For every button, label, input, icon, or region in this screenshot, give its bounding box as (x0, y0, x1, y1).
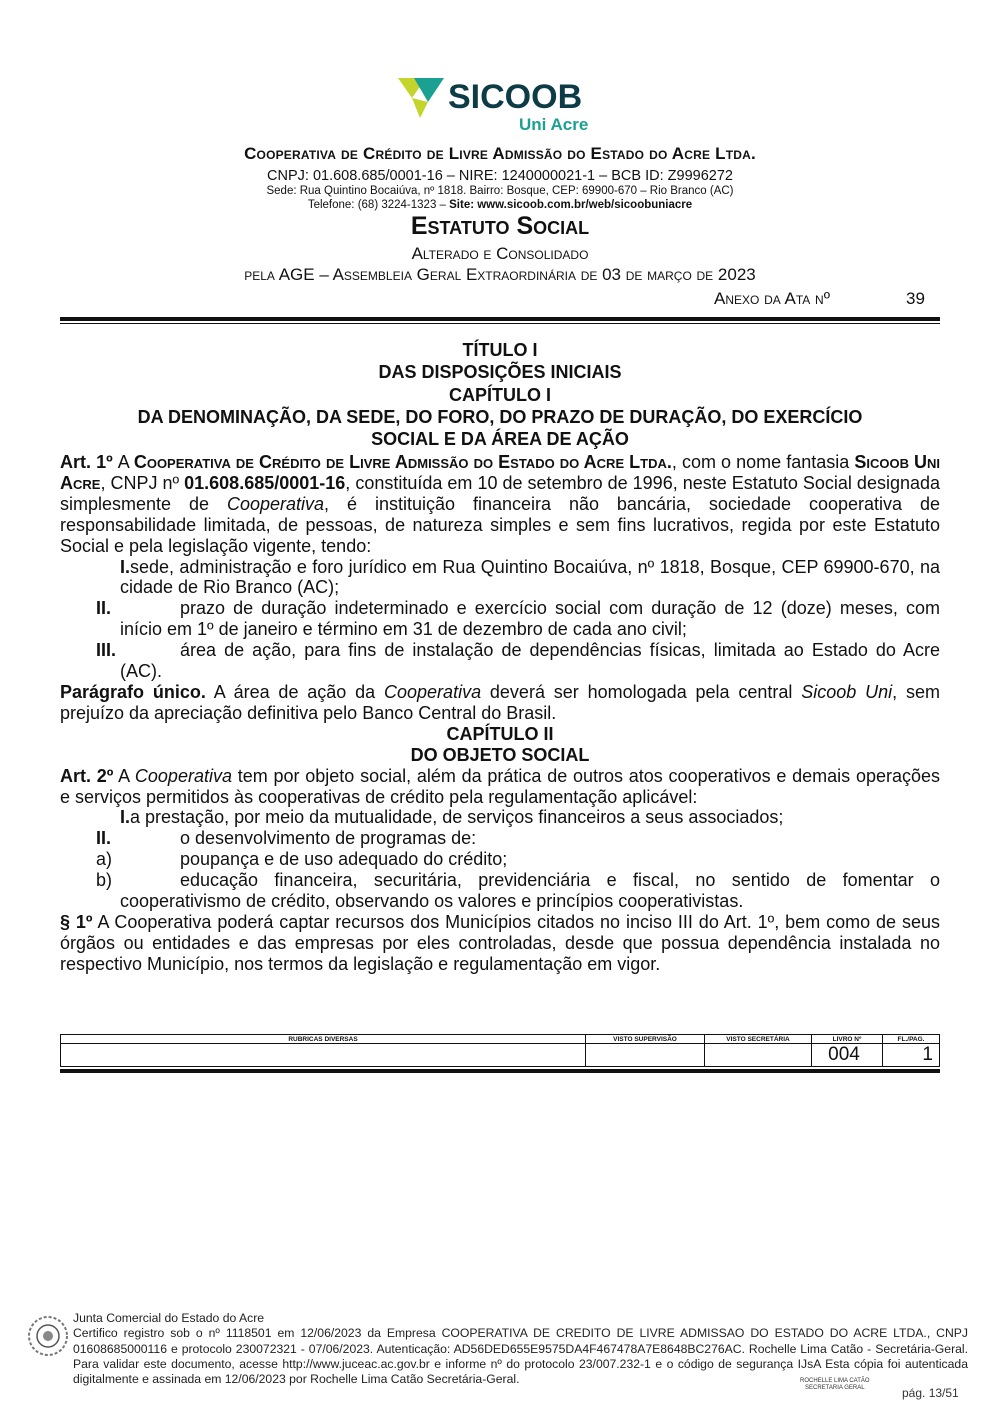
text-segment: , CNPJ nº (100, 472, 185, 493)
text-segment: Parágrafo único. (60, 681, 206, 702)
header-visto-supervisao: VISTO SUPERVISÃO (586, 1035, 705, 1044)
svg-text:Uni Acre: Uni Acre (519, 115, 589, 134)
annex-label: Anexo da Ata nº (714, 289, 830, 308)
chapter-heading: DA DENOMINAÇÃO, DA SEDE, DO FORO, DO PRAZO DE DURAÇÃO, DO EXERCÍCIO (137, 406, 863, 427)
phone: Telefone: (68) 3224-1323 – (307, 199, 450, 211)
title: TÍTULO I (462, 340, 538, 360)
title-block (0, 339, 1000, 450)
list-item-number: II. (96, 828, 112, 849)
visto-secretaria-cell (705, 1044, 812, 1067)
svg-text:SICOOB: SICOOB (448, 78, 583, 116)
chapter-heading-cont: SOCIAL E DA ÁREA DE AÇÃO (371, 429, 629, 450)
list-item (60, 598, 940, 640)
sicoob-logo (398, 76, 608, 136)
header-folha: FL./PAG. (883, 1035, 940, 1044)
article-2-items (60, 807, 940, 912)
text-segment: Cooperativa (384, 681, 482, 702)
rubricas-cell (61, 1044, 586, 1067)
text-segment: tem por objeto social, além da prática de outros atos cooperativos e demais operações e serviços permitidos às cooperativas de crédito pela regulamentação aplicável: (60, 765, 940, 807)
text-segment: Cooperativa (134, 765, 232, 786)
list-item (60, 870, 940, 912)
list-item-number: I. (120, 807, 131, 828)
list-item-text: educação financeira, securitária, previdenciária e fiscal, no sentido de fomentar o cooperativismo de crédito, observando os valores e princípios cooperativistas. (120, 870, 940, 912)
header-rubricas: RUBRICAS DIVERSAS (61, 1035, 586, 1044)
contact-line (0, 199, 1000, 211)
text-segment: Cooperativa de Crédito de Livre Admissão do Estado do Acre Ltda. (133, 452, 672, 472)
signer-role: SECRETARIA GERAL (805, 1385, 865, 1391)
footer-title: Junta Comercial do Estado do Acre (73, 1311, 265, 1325)
text-segment: Sicoob Uni Acre (60, 452, 941, 493)
text-segment: Art. 1º (60, 452, 118, 472)
list-item-text: área de ação, para fins de instalação de dependências físicas, limitada ao Estado do Acre (AC). (120, 640, 940, 682)
document-body (60, 452, 940, 975)
text-segment: , sem prejuízo da apreciação definitiva pelo Banco Central do Brasil. (60, 681, 941, 723)
text-segment: deverá ser homologada pela central (481, 681, 802, 702)
text-segment: § 1º (60, 911, 93, 932)
list-item (60, 849, 940, 870)
header-divider-thin (60, 323, 940, 324)
folha-number: 1 (883, 1044, 940, 1067)
text-segment: Art. 2º (60, 765, 114, 786)
assembly-line: pela AGE – Assembleia Geral Extraordinária de 03 de março de 2023 (244, 265, 756, 284)
list-item-text: sede, administração e foro jurídico em Rua Quintino Bocaiúva, nº 1818, Bosque, CEP 69900-670, na cidade de Rio Branco (AC); (120, 556, 940, 598)
authentication-footer (73, 1311, 968, 1387)
footer-text: Certifico registro sob o nº 1118501 em 12/06/2023 da Empresa COOPERATIVA DE CREDITO DE LIVRE ADMISSAO DO ESTADO DO ACRE LTDA., CNPJ 01608685000116 e protocolo 230072321 - 07/06/2023. Autenticação: AD56DED655E9575DA4F467478A7E8648BC276AC. Rochelle Lima Catão - Secretária-Geral. Para validar este documento, acesse http://www.juceac.ac.gov.br e informe nº do protocolo 23/007.232-1 e o código de segurança IJsA Esta cópia foi autenticada digitalmente e assinada em 12/06/2023 por Rochelle Lima Catão Secretária-Geral. (73, 1326, 968, 1387)
header-divider (60, 317, 940, 321)
address-line: Sede: Rua Quintino Bocaiúva, nº 1818. Bairro: Bosque, CEP: 69900-670 – Rio Branco (AC) (266, 185, 734, 197)
article-2 (60, 766, 940, 808)
text-segment: A área de ação da (205, 681, 385, 702)
cnpj-line: CNPJ: 01.608.685/0001-16 – NIRE: 1240000021-1 – BCB ID: Z9996272 (267, 168, 733, 184)
text-segment: Cooperativa (226, 493, 325, 514)
website: Site: www.sicoob.com.br/web/sicoobuniacre (449, 199, 693, 211)
text-segment: , com o nome fantasia (671, 452, 855, 472)
text-segment: A (113, 765, 135, 786)
junta-seal-icon (26, 1314, 70, 1358)
text-segment: Sicoob Uni (801, 681, 893, 702)
list-item-text: poupança e de uso adequado do crédito; (180, 849, 508, 870)
list-item (60, 557, 940, 599)
list-item-text: o desenvolvimento de programas de: (180, 828, 477, 849)
list-item-number: I. (120, 556, 131, 577)
header-visto-secretaria: VISTO SECRETÁRIA (705, 1035, 812, 1044)
paragraph-1 (60, 912, 940, 975)
document-title: Estatuto Social (410, 212, 590, 240)
annex-number: 39 (906, 289, 925, 308)
list-item-number: III. (96, 640, 117, 661)
livro-number: 004 (812, 1044, 883, 1067)
stamp-divider (60, 1069, 940, 1073)
text-segment: , constituída em 10 de setembro de 1996, neste Estatuto Social designada simplesmente de (60, 472, 941, 514)
text-segment: , é instituição financeira não bancária, sociedade cooperativa de responsabilidade limitada, de pessoas, de natureza simples e sem fins lucrativos, regida por este Estatuto Social e pela legislação vigente, tendo: (60, 493, 940, 556)
chapter-2-title: CAPÍTULO II (446, 723, 554, 744)
list-item-number: b) (96, 870, 113, 891)
list-item (60, 640, 940, 682)
company-name: Cooperativa de Crédito de Livre Admissão do Estado do Acre Ltda. (244, 144, 756, 163)
text-segment: A (117, 452, 134, 472)
text-segment: 01.608.685/0001-16 (184, 472, 346, 493)
chapter-2-heading: DO OBJETO SOCIAL (410, 744, 590, 765)
article-1-items (60, 557, 940, 682)
text-segment: A Cooperativa poderá captar recursos dos Municípios citados no inciso III do Art. 1º, bem como de seus órgãos ou entidades e das empresas por eles controladas, desde que possua dependência instalada no respectivo Município, nos termos da legislação e regulamentação em vigor. (60, 911, 940, 974)
list-item (60, 828, 940, 849)
document-subtitle: Alterado e Consolidado (411, 244, 589, 263)
sole-paragraph (60, 682, 940, 724)
visto-supervisao-cell (586, 1044, 705, 1067)
signature (800, 1378, 870, 1392)
list-item-number: II. (96, 598, 112, 619)
header-livro: LIVRO Nº (812, 1035, 883, 1044)
registry-stamp-table (60, 1034, 940, 1067)
list-item-text: prazo de duração indeterminado e exercício social com duração de 12 (doze) meses, com início em 1º de janeiro e término em 31 de dezembro de cada ano civil; (120, 598, 940, 640)
title-heading: DAS DISPOSIÇÕES INICIAIS (378, 362, 622, 383)
signer-name: ROCHELLE LIMA CATÃO (800, 1378, 870, 1384)
list-item-number: a) (96, 849, 113, 870)
page-number: pág. 13/51 (902, 1386, 959, 1400)
chapter-title: CAPÍTULO I (449, 384, 551, 405)
list-item (60, 807, 940, 828)
list-item-text: a prestação, por meio da mutualidade, de serviços financeiros a seus associados; (130, 807, 784, 828)
article-1 (60, 452, 940, 557)
